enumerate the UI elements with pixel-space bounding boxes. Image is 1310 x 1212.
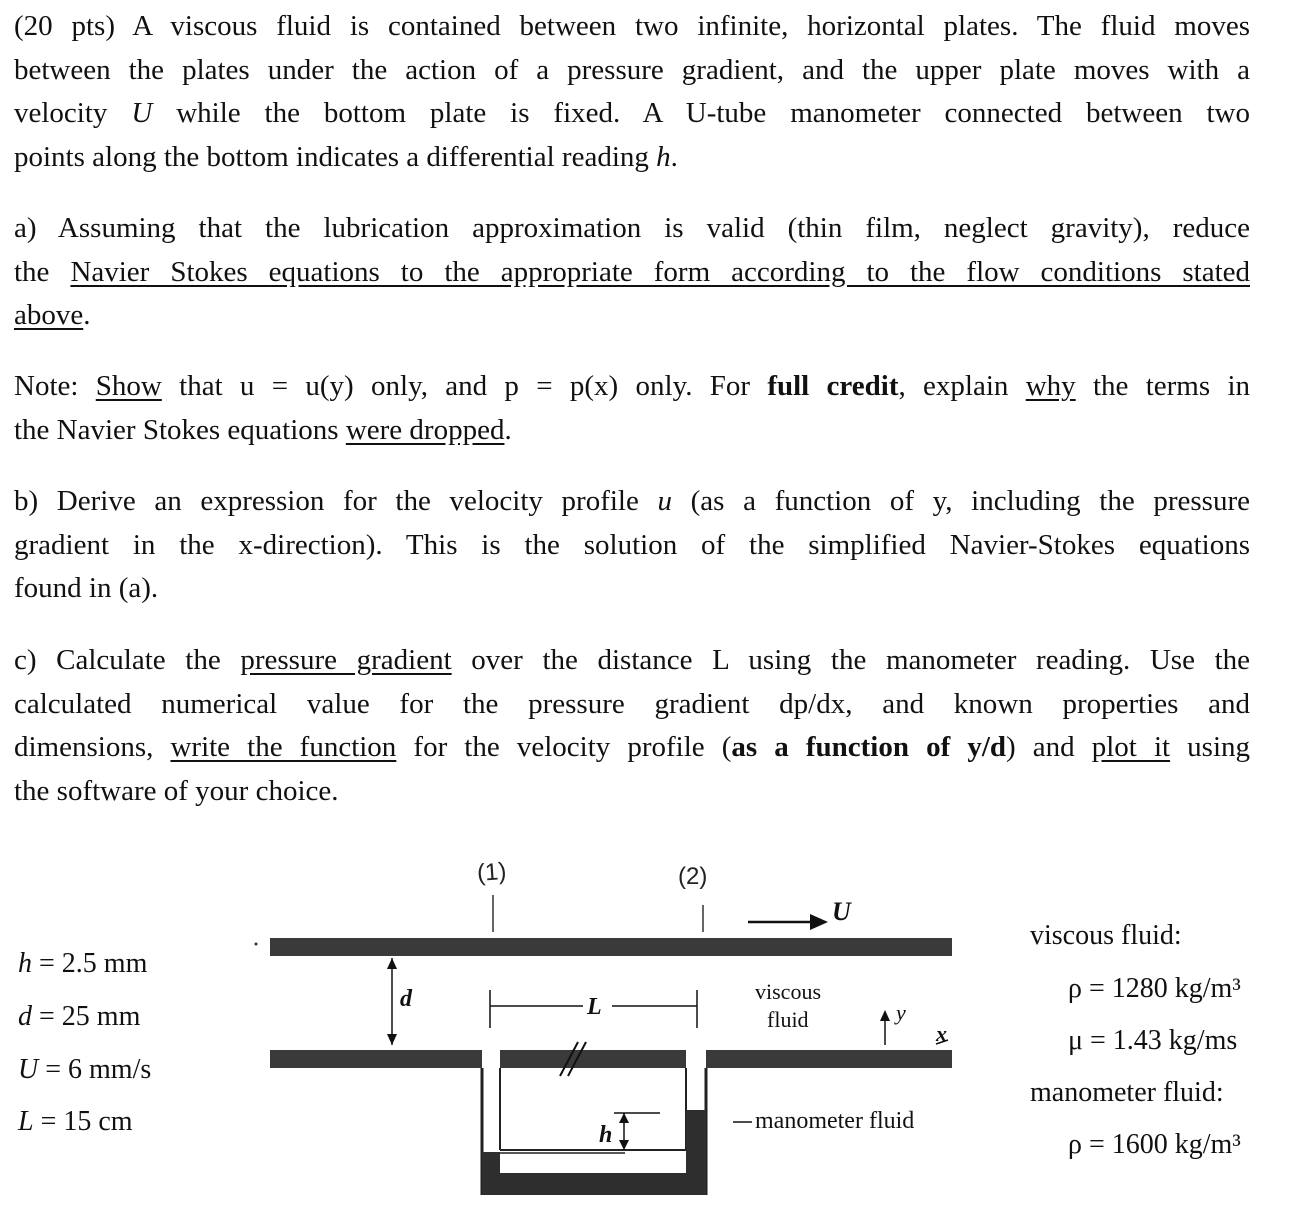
manometer-fluid-bottom: [482, 1173, 706, 1195]
y-axis-label: y: [896, 1000, 906, 1025]
part-b: [14, 480, 1250, 611]
given-h: h = 2.5 mm: [18, 948, 148, 979]
given-L: L = 15 cm: [18, 1106, 133, 1137]
given-d: d = 25 mm: [18, 1001, 141, 1032]
manometer-fluid-density: ρ = 1600 kg/m³: [1068, 1129, 1241, 1160]
part-b-line-1: b) Derive an expression for the velocity profile u (as a function of y, including the pressure: [14, 485, 1251, 517]
part-c-line-2: calculated numerical value for the pressure gradient dp/dx, and known properties and: [14, 687, 1250, 720]
part-c: [14, 639, 1250, 813]
h-arrow-top: [619, 1113, 629, 1123]
station-2-label: (2): [678, 863, 708, 890]
velocity-label: U: [832, 897, 851, 926]
plate-dot: [255, 943, 258, 946]
y-axis-arrow: [880, 1010, 890, 1021]
intro-line-2: between the plates under the action of a pressure gradient, and the upper plate moves with a: [14, 53, 1250, 86]
part-c-line-1: c) Calculate the pressure gradient over the distance L using the manometer reading. Use the: [14, 644, 1251, 676]
lower-plate-middle: [500, 1050, 686, 1068]
part-b-line-2: gradient in the x-direction). This is the solution of the simplified Navier-Stokes equations: [14, 528, 1250, 561]
d-arrow-top: [387, 958, 397, 969]
intro-line-1: (20 pts) A viscous fluid is contained between two infinite, horizontal plates. The fluid moves: [14, 10, 1250, 42]
part-b-line-3: found in (a).: [14, 572, 159, 604]
h-label: h: [599, 1122, 613, 1148]
viscous-fluid-density: ρ = 1280 kg/m³: [1068, 973, 1241, 1004]
note-line-1: Note: Show that u = u(y) only, and p = p(x) only. For full credit, explain why the terms in: [14, 370, 1251, 402]
given-U: U = 6 mm/s: [18, 1054, 152, 1085]
L-label: L: [587, 994, 602, 1020]
part-a-line-3: above.: [14, 299, 91, 331]
viscous-fluid-title: viscous fluid:: [1030, 920, 1182, 951]
problem-intro: [14, 5, 1250, 179]
lower-plate-right: [706, 1050, 952, 1068]
part-a: [14, 207, 1250, 338]
d-label: d: [400, 986, 412, 1012]
viscous-fluid-viscosity: μ = 1.43 kg/ms: [1068, 1025, 1238, 1056]
part-c-line-3: dimensions, write the function for the velocity profile (as a function of y/d) and plot it using: [14, 731, 1250, 763]
upper-plate: [270, 938, 952, 956]
velocity-arrowhead: [810, 914, 828, 930]
station-1-label: (1): [476, 857, 508, 887]
x-axis-label: x: [936, 1021, 947, 1046]
h-arrow-bottom: [619, 1140, 629, 1150]
d-arrow-bottom: [387, 1034, 397, 1045]
manometer-fluid-label: manometer fluid: [755, 1108, 915, 1134]
intro-line-4: points along the bottom indicates a differential reading h.: [14, 140, 678, 173]
note-line-2: the Navier Stokes equations were dropped.: [14, 413, 512, 446]
part-c-line-4: the software of your choice.: [14, 774, 339, 807]
note: [14, 365, 1250, 452]
viscous-label: viscous: [755, 979, 821, 1004]
lower-plate-left: [270, 1050, 482, 1068]
fluid-label: fluid: [767, 1007, 809, 1032]
part-a-line-1: a) Assuming that the lubrication approximation is valid (thin film, neglect gravity), reduce: [14, 212, 1250, 244]
part-a-line-2: the Navier Stokes equations to the appropriate form according to the flow conditions stated: [14, 255, 1251, 288]
manometer-fluid-title: manometer fluid:: [1030, 1077, 1224, 1108]
intro-line-3: velocity U while the bottom plate is fixed. A U-tube manometer connected between two: [14, 97, 1251, 129]
